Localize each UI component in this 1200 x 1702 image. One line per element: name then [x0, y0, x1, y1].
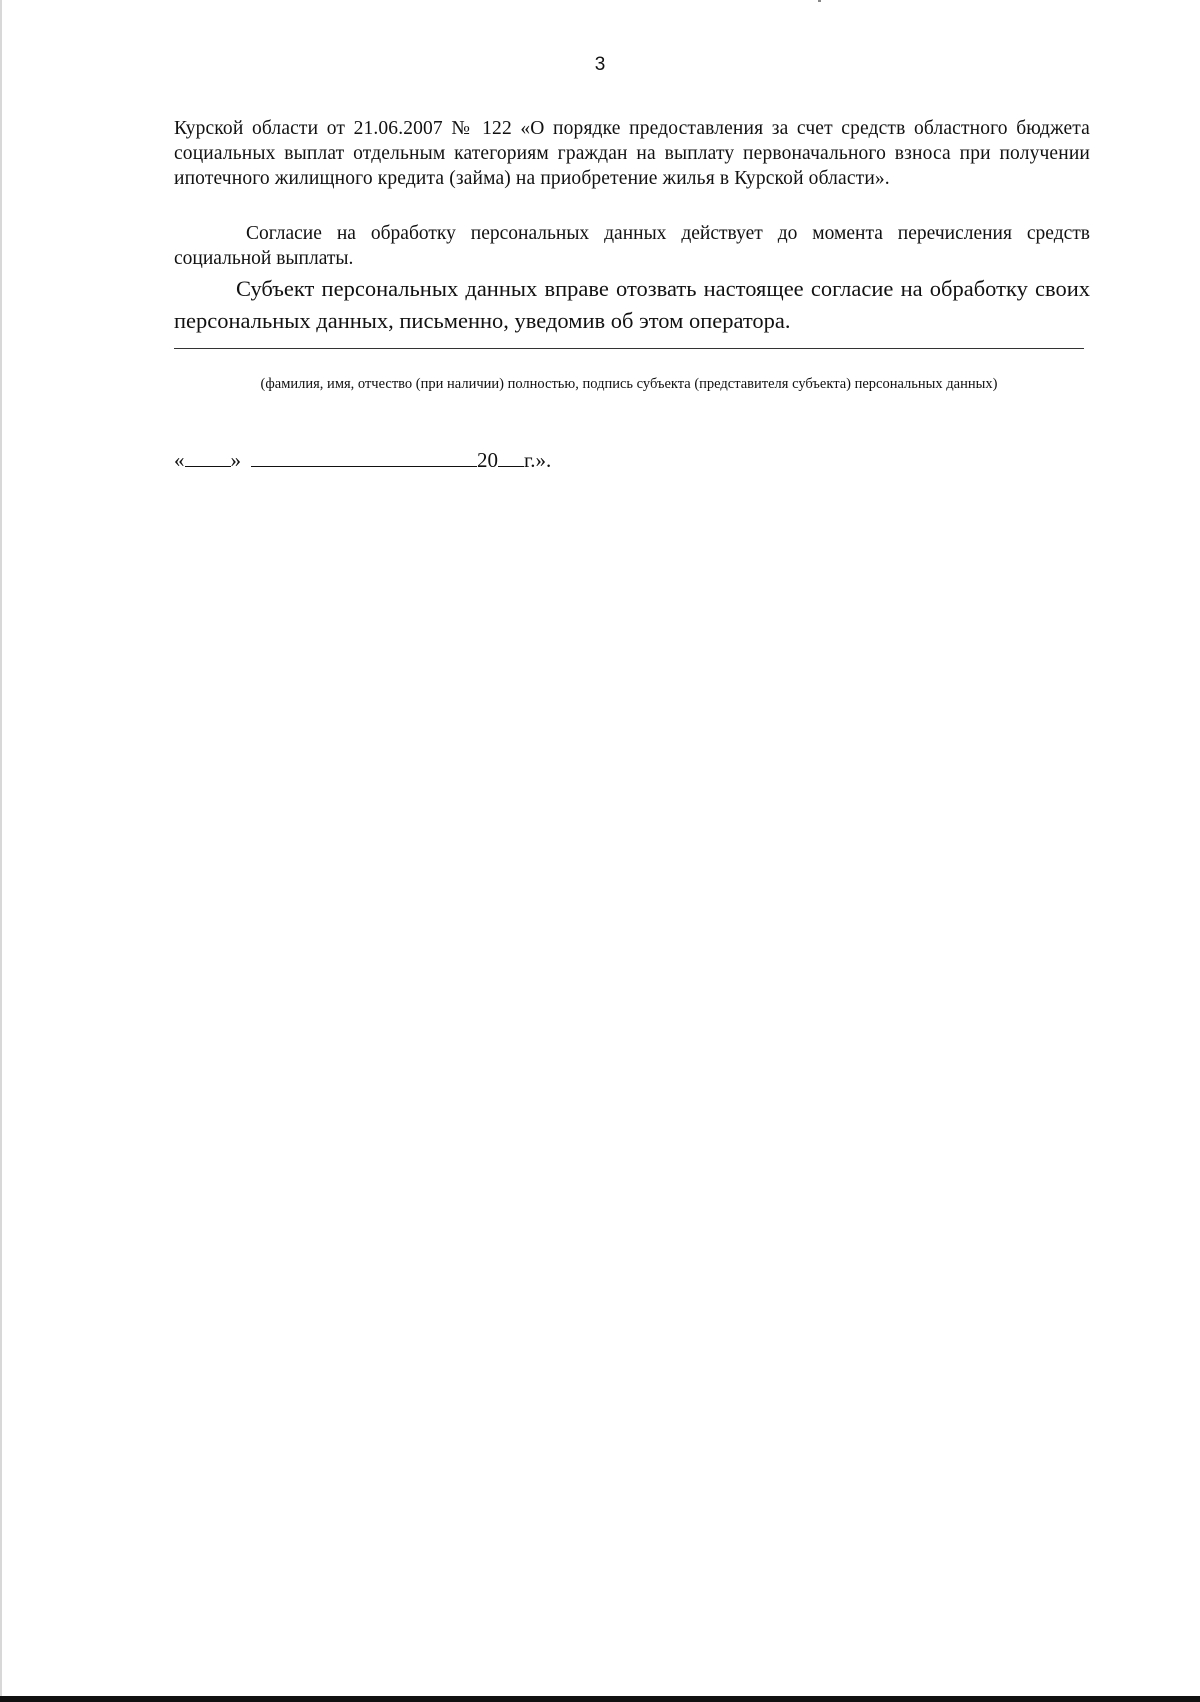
scan-bottom-edge [0, 1696, 1200, 1702]
year-blank [498, 448, 524, 467]
paragraph-regulation-reference: Курской области от 21.06.2007 № 122 «О порядке предоставления за счет средств областного бюджета социальных выплат отдельным категориям граждан на выплату первоначального взноса при получении ипотечного жилищного кредита (займа) на приобретение жилья в Курской области». [174, 118, 1090, 189]
paragraph-consent-withdrawal: Субъект персональных данных вправе отозвать настоящее согласие на обработку своих персональных данных, письменно, уведомив об этом оператора. [174, 276, 1090, 333]
signature-caption: (фамилия, имя, отчество (при наличии) полностью, подпись субъекта (представителя субъекта) персональных данных) [260, 376, 998, 392]
scan-left-edge [0, 0, 2, 1702]
day-blank [185, 448, 231, 467]
paragraph-consent-validity: Согласие на обработку персональных данных действует до момента перечисления средств социальной выплаты. [174, 223, 1090, 269]
month-blank [251, 448, 477, 467]
date-close-quote: » [230, 448, 241, 472]
date-suffix: г.». [524, 448, 552, 472]
page-number: 3 [594, 54, 606, 75]
date-field [174, 448, 551, 473]
date-open-quote: « [174, 448, 185, 472]
signature-line [174, 348, 1084, 349]
scan-top-mark [818, 0, 821, 2]
year-prefix: 20 [477, 448, 498, 472]
